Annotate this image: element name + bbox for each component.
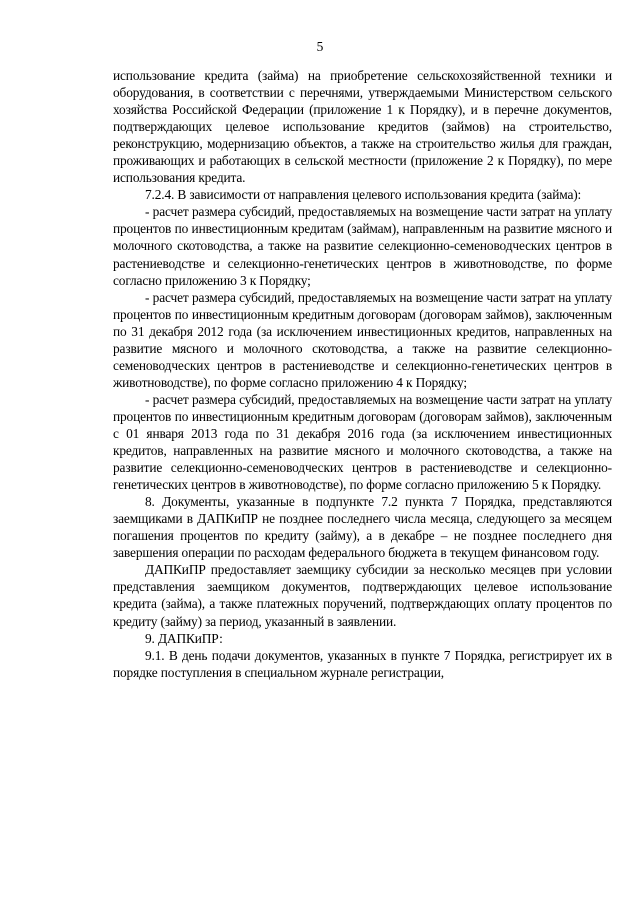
paragraph-continuation: использование кредита (займа) на приобретение сельскохозяйственной техники и оборудования, в соответствии с перечнями, утверждаемыми Министерством сельского хозяйства Российской Федерации (приложение 1 к Порядку), и в перечне документов, подтверждающих целевое использование кредитов (займов) на строительство, реконструкцию, модернизацию объектов, а также на строительство жилья для граждан, проживающих и работающих в сельской местности (приложение 2 к Порядку), по мере использования кредита. (113, 68, 612, 186)
paragraph-dapkipr-subsidies: ДАПКиПР предоставляет заемщику субсидии за несколько месяцев при условии представления заемщиком документов, подтверждающих целевое использование кредита (займа), а также платежных поручений, подтверждающих оплату процентов по кредиту (займу) за период, указанный в заявлении. (113, 562, 612, 629)
page-number: 5 (316, 39, 324, 54)
paragraph-9: 9. ДАПКиПР: (145, 630, 223, 646)
paragraph-9-1: 9.1. В день подачи документов, указанных в пункте 7 Порядка, регистрирует их в порядке поступления в специальном журнале регистрации, (113, 647, 612, 680)
list-item-annex-4: - расчет размера субсидий, предоставляемых на возмещение части затрат на уплату процентов по инвестиционным кредитным договорам (договорам займов), заключенным по 31 декабря 2012 года (за исключением инвестиционных кредитов, направленных на развитие мясного и молочного скотоводства, а также на развитие селекционно-семеноводческих центров в растениеводстве и селекционно-генетических центров в животноводстве), по форме согласно приложению 4 к Порядку; (113, 289, 612, 390)
list-item-annex-3: - расчет размера субсидий, предоставляемых на возмещение части затрат на уплату процентов по инвестиционным кредитам (займам), направленным на развитие мясного и молочного скотоводства, а также на развитие селекционно-семеноводческих центров в растениеводстве и селекционно-генетических центров в животноводстве, по форме согласно приложению 3 к Порядку; (113, 204, 612, 288)
paragraph-8: 8. Документы, указанные в подпункте 7.2 пункта 7 Порядка, представляются заемщиками в ДАПКиПР не позднее последнего числа месяца, следующего за месяцем погашения процентов по кредиту (займу), а в декабре – не позднее последнего дня завершения операции по расходам федерального бюджета в текущем финансовом году. (113, 494, 612, 561)
list-item-annex-5: - расчет размера субсидий, предоставляемых на возмещение части затрат на уплату процентов по инвестиционным кредитным договорам (договорам займов), заключенным с 01 января 2013 года по 31 декабря 2016 года (за исключением инвестиционных кредитов, направленных на развитие мясного и молочного скотоводства, а также на развитие селекционно-семеноводческих центров в растениеводстве и селекционно-генетических центров в животноводстве), по форме согласно приложению 5 к Порядку. (113, 391, 612, 493)
paragraph-7-2-4: 7.2.4. В зависимости от направления целевого использования кредита (займа): (145, 187, 582, 203)
document-body (113, 67, 612, 681)
